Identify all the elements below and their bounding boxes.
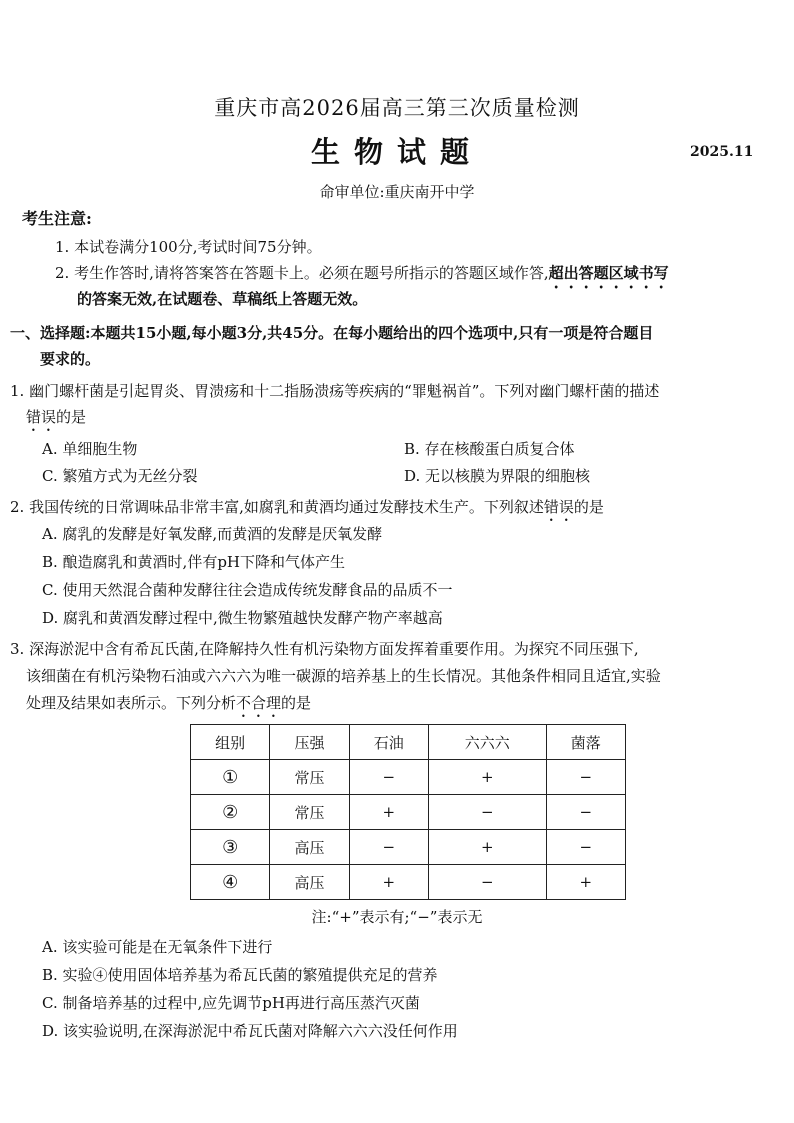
- question-3-stem: 3. 深海淤泥中含有希瓦氏菌,在降解持久性有机污染物方面发挥着重要作用。为探究不同压强下,: [10, 640, 639, 658]
- question-2-stem: [10, 496, 604, 525]
- question-1-stem-continued: [26, 406, 86, 435]
- question-2-option-d: D. 腐乳和黄酒发酵过程中,微生物繁殖越快发酵产物产率越高: [42, 609, 443, 627]
- table-cell: −: [546, 795, 625, 830]
- table-row: [191, 830, 626, 865]
- table-cell: +: [349, 865, 428, 900]
- table-row: [191, 795, 626, 830]
- table-cell: ③: [191, 830, 270, 865]
- question-2-option-a: A. 腐乳的发酵是好氧发酵,而黄酒的发酵是厌氧发酵: [42, 525, 383, 543]
- exam-date: 2025.11: [690, 144, 754, 160]
- question-2-option-c: C. 使用天然混合菌种发酵往往会造成传统发酵食品的品质不一: [42, 581, 453, 599]
- notice-item-1: 1. 本试卷满分100分,考试时间75分钟。: [55, 238, 322, 256]
- question-3-option-b: B. 实验④使用固体培养基为希瓦氏菌的繁殖提供充足的营养: [42, 966, 438, 984]
- table-row: [191, 865, 626, 900]
- experiment-table: [190, 724, 626, 900]
- table-cell: −: [428, 795, 546, 830]
- table-header-cell: 压强: [270, 725, 349, 760]
- table-cell: −: [546, 760, 625, 795]
- question-1-option-b: B. 存在核酸蛋白质复合体: [404, 440, 575, 458]
- table-cell: +: [349, 795, 428, 830]
- table-header-row: [191, 725, 626, 760]
- question-3-stem-line-2: 该细菌在有机污染物石油或六六六为唯一碳源的培养基上的生长情况。其他条件相同且适宜,实验: [26, 667, 661, 685]
- table-note: 注:“+”表示有;“−”表示无: [311, 908, 483, 926]
- table-cell: 常压: [270, 795, 349, 830]
- table-cell: +: [546, 865, 625, 900]
- question-1-keyword: 错误: [26, 408, 57, 426]
- question-3-stem-line-3: [26, 692, 311, 721]
- table-cell: +: [428, 830, 546, 865]
- table-cell: −: [349, 830, 428, 865]
- question-2-keyword: 错误: [543, 498, 574, 516]
- question-2-option-b: B. 酿造腐乳和黄酒时,伴有pH下降和气体产生: [42, 553, 346, 571]
- question-1-option-d: D. 无以核膜为界限的细胞核: [404, 467, 591, 485]
- exam-supertitle: 重庆市高2026届高三第三次质量检测: [214, 96, 580, 120]
- table-cell: 高压: [270, 865, 349, 900]
- page-title: 生物试题: [310, 135, 483, 169]
- section-1-heading-continued: 要求的。: [40, 350, 101, 368]
- table-cell: 常压: [270, 760, 349, 795]
- question-2-stem-end: 的是: [573, 498, 604, 516]
- notice-item-2-continued: 的答案无效,在试题卷、草稿纸上答题无效。: [77, 290, 368, 308]
- question-3-option-a: A. 该实验可能是在无氧条件下进行: [42, 938, 273, 956]
- issuing-unit: 命审单位:重庆南开中学: [319, 183, 475, 201]
- table-cell: ①: [191, 760, 270, 795]
- notice-item-2-emphasis: 超出答题区域书写: [548, 264, 669, 282]
- question-1-stem-end: 的是: [56, 408, 87, 426]
- table-cell: −: [349, 760, 428, 795]
- question-1-option-c: C. 繁殖方式为无丝分裂: [42, 467, 198, 485]
- question-3-option-d: D. 该实验说明,在深海淤泥中希瓦氏菌对降解六六六没任何作用: [42, 1022, 458, 1040]
- question-1-stem: 1. 幽门螺杆菌是引起胃炎、胃溃疡和十二指肠溃疡等疾病的“罪魁祸首”。下列对幽门螺杆菌的描述: [10, 382, 660, 400]
- table-cell: −: [428, 865, 546, 900]
- table-header-cell: 石油: [349, 725, 428, 760]
- question-3-option-c: C. 制备培养基的过程中,应先调节pH再进行高压蒸汽灭菌: [42, 994, 420, 1012]
- table-cell: ④: [191, 865, 270, 900]
- table-header-cell: 组别: [191, 725, 270, 760]
- notice-item-2-text: 2. 考生作答时,请将答案答在答题卡上。必须在题号所指示的答题区域作答,: [55, 264, 549, 282]
- question-3-stem-end: 的是: [281, 694, 312, 712]
- section-1-heading: 一、选择题:本题共15小题,每小题3分,共45分。在每小题给出的四个选项中,只有一项是符合题目: [10, 324, 654, 342]
- question-3-keyword: 不合理: [236, 694, 282, 712]
- table-row: [191, 760, 626, 795]
- question-3-stem-text: 处理及结果如表所示。下列分析: [26, 694, 237, 712]
- table-header-cell: 六六六: [428, 725, 546, 760]
- table-header-cell: 菌落: [546, 725, 625, 760]
- table-cell: 高压: [270, 830, 349, 865]
- question-2-stem-text: 2. 我国传统的日常调味品非常丰富,如腐乳和黄酒均通过发酵技术生产。下列叙述: [10, 498, 544, 516]
- table-cell: +: [428, 760, 546, 795]
- notice-title: 考生注意:: [22, 209, 92, 228]
- table-cell: −: [546, 830, 625, 865]
- question-1-option-a: A. 单细胞生物: [42, 440, 138, 458]
- table-cell: ②: [191, 795, 270, 830]
